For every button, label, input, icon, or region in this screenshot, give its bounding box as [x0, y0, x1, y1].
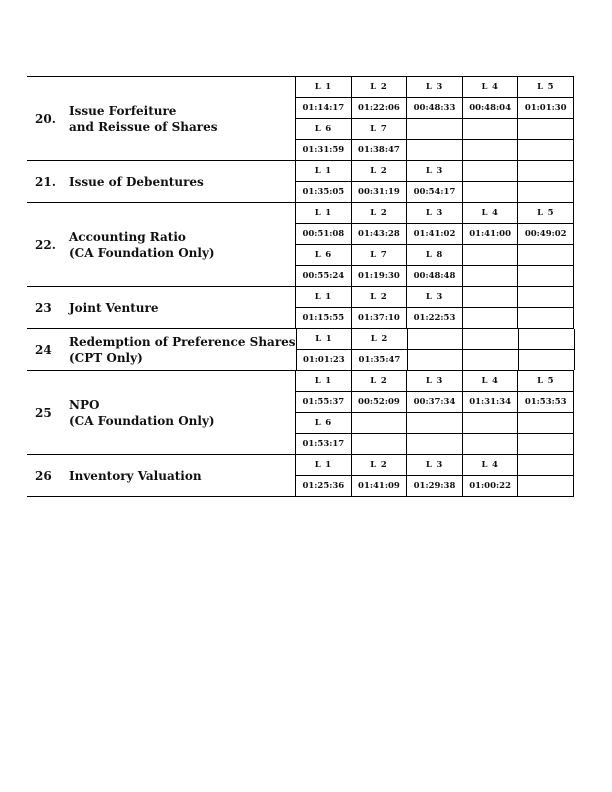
topic-title-line: Issue of Debentures — [69, 174, 204, 189]
lecture-duration-cell — [463, 266, 519, 286]
lecture-duration-cell: 00:55:24 — [296, 266, 352, 286]
lecture-label-cell: L 6 — [296, 119, 352, 139]
lecture-grid — [295, 287, 574, 328]
lecture-duration-cell: 00:48:04 — [463, 98, 519, 118]
lecture-duration-cell — [519, 350, 575, 370]
topic-title-line: (CPT Only) — [69, 350, 143, 365]
topic-number: 23 — [35, 300, 52, 315]
lecture-duration-row — [296, 139, 574, 160]
topic-number: 21. — [35, 174, 56, 189]
lecture-label-cell — [463, 161, 519, 181]
lecture-label-cell: L 3 — [407, 203, 463, 223]
lecture-duration-cell: 01:15:55 — [296, 308, 352, 328]
lecture-grid — [295, 455, 574, 496]
lecture-label-row — [296, 244, 574, 265]
lecture-label-cell: L 2 — [352, 455, 408, 475]
topic-number: 22. — [35, 237, 56, 252]
lecture-label-cell — [518, 455, 574, 475]
lecture-label-cell: L 4 — [463, 371, 519, 391]
lecture-duration-table — [27, 76, 574, 497]
lecture-duration-cell — [463, 140, 519, 160]
topic-header — [27, 287, 295, 328]
topic-header — [27, 203, 295, 286]
lecture-label-cell — [463, 329, 519, 349]
lecture-label-cell: L 2 — [352, 329, 408, 349]
topic-section — [27, 76, 574, 160]
lecture-duration-row — [296, 307, 574, 328]
lecture-duration-cell: 01:22:53 — [407, 308, 463, 328]
topic-title — [69, 103, 218, 135]
lecture-label-row — [296, 203, 574, 223]
lecture-label-cell: L 3 — [407, 77, 463, 97]
lecture-label-cell — [518, 413, 574, 433]
lecture-label-cell — [407, 413, 463, 433]
lecture-label-cell: L 1 — [296, 203, 352, 223]
topic-section — [27, 160, 574, 202]
lecture-label-cell: L 1 — [296, 161, 352, 181]
topic-number: 26 — [35, 468, 52, 483]
lecture-duration-cell — [407, 140, 463, 160]
lecture-duration-cell — [463, 434, 519, 454]
lecture-label-cell: L 1 — [296, 371, 352, 391]
lecture-label-row — [296, 412, 574, 433]
lecture-duration-cell: 01:29:38 — [407, 476, 463, 496]
lecture-duration-cell: 01:19:30 — [352, 266, 408, 286]
lecture-duration-cell — [463, 308, 519, 328]
topic-section — [27, 328, 574, 370]
lecture-duration-cell: 01:01:23 — [297, 350, 353, 370]
topic-header — [27, 329, 296, 370]
lecture-duration-row — [297, 349, 575, 370]
lecture-grid — [295, 161, 574, 202]
topic-title-line: Accounting Ratio — [69, 229, 186, 244]
lecture-label-cell: L 6 — [296, 413, 352, 433]
lecture-label-cell — [518, 161, 574, 181]
lecture-duration-cell — [408, 350, 464, 370]
lecture-label-row — [296, 161, 574, 181]
lecture-label-cell: L 2 — [352, 77, 408, 97]
topic-title — [69, 468, 202, 484]
lecture-duration-cell: 00:31:19 — [352, 182, 408, 202]
lecture-duration-cell: 01:41:09 — [352, 476, 408, 496]
topic-section — [27, 286, 574, 328]
topic-title — [69, 229, 215, 261]
lecture-duration-cell: 00:51:08 — [296, 224, 352, 244]
lecture-duration-cell: 01:53:17 — [296, 434, 352, 454]
lecture-label-cell — [408, 329, 464, 349]
topic-title-line: (CA Foundation Only) — [69, 245, 215, 260]
lecture-label-cell: L 4 — [463, 455, 519, 475]
lecture-label-cell: L 3 — [407, 287, 463, 307]
lecture-duration-cell — [407, 434, 463, 454]
lecture-label-cell: L 5 — [518, 77, 574, 97]
lecture-label-cell: L 2 — [352, 287, 408, 307]
topic-number: 25 — [35, 405, 52, 420]
lecture-duration-cell: 01:14:17 — [296, 98, 352, 118]
lecture-label-cell — [463, 287, 519, 307]
lecture-duration-cell: 01:01:30 — [518, 98, 574, 118]
lecture-label-cell: L 8 — [407, 245, 463, 265]
lecture-duration-row — [296, 223, 574, 244]
lecture-duration-cell — [518, 434, 574, 454]
lecture-label-cell: L 3 — [407, 455, 463, 475]
lecture-label-cell — [407, 119, 463, 139]
lecture-duration-cell: 00:48:48 — [407, 266, 463, 286]
topic-number: 24 — [35, 342, 52, 357]
lecture-duration-cell: 01:31:34 — [463, 392, 519, 412]
topic-title-line: Redemption of Preference Shares — [69, 334, 296, 349]
lecture-duration-cell: 01:53:53 — [518, 392, 574, 412]
topic-title — [69, 300, 158, 316]
lecture-label-row — [296, 287, 574, 307]
topic-title-line: NPO — [69, 397, 100, 412]
lecture-label-cell — [463, 413, 519, 433]
topic-number: 20. — [35, 111, 56, 126]
lecture-duration-cell: 01:37:10 — [352, 308, 408, 328]
lecture-duration-cell — [518, 476, 574, 496]
lecture-duration-row — [296, 265, 574, 286]
topic-header — [27, 455, 295, 496]
lecture-duration-cell — [518, 308, 574, 328]
lecture-duration-cell — [463, 350, 519, 370]
lecture-duration-cell: 01:43:28 — [352, 224, 408, 244]
lecture-label-cell: L 4 — [463, 203, 519, 223]
lecture-grid — [296, 329, 575, 370]
lecture-label-cell: L 2 — [352, 203, 408, 223]
lecture-duration-cell: 00:49:02 — [518, 224, 574, 244]
lecture-duration-cell: 01:35:47 — [352, 350, 408, 370]
lecture-label-cell: L 7 — [352, 245, 408, 265]
lecture-duration-cell: 01:00:22 — [463, 476, 519, 496]
lecture-label-cell — [352, 413, 408, 433]
lecture-label-cell — [518, 245, 574, 265]
topic-title — [69, 397, 215, 429]
lecture-duration-cell: 01:41:00 — [463, 224, 519, 244]
lecture-label-cell: L 2 — [352, 161, 408, 181]
lecture-duration-cell: 01:25:36 — [296, 476, 352, 496]
lecture-duration-cell — [518, 140, 574, 160]
lecture-label-cell — [463, 119, 519, 139]
topic-title-line: (CA Foundation Only) — [69, 413, 215, 428]
lecture-label-row — [296, 455, 574, 475]
lecture-label-cell: L 3 — [407, 371, 463, 391]
lecture-label-row — [296, 371, 574, 391]
topic-section — [27, 202, 574, 286]
lecture-duration-row — [296, 391, 574, 412]
topic-title-line: Joint Venture — [69, 300, 159, 315]
lecture-label-cell: L 1 — [296, 455, 352, 475]
lecture-label-cell — [518, 287, 574, 307]
topic-title-line: Inventory Valuation — [69, 468, 202, 483]
lecture-label-cell: L 5 — [518, 203, 574, 223]
lecture-label-cell: L 3 — [407, 161, 463, 181]
lecture-duration-cell — [463, 182, 519, 202]
lecture-label-cell: L 1 — [297, 329, 353, 349]
lecture-duration-cell: 00:52:09 — [352, 392, 408, 412]
lecture-duration-cell — [518, 182, 574, 202]
lecture-duration-cell — [352, 434, 408, 454]
lecture-duration-cell: 00:54:17 — [407, 182, 463, 202]
topic-title — [69, 334, 296, 366]
lecture-duration-cell: 01:38:47 — [352, 140, 408, 160]
lecture-duration-row — [296, 433, 574, 454]
topic-header — [27, 371, 295, 454]
lecture-grid — [295, 203, 574, 286]
lecture-label-cell — [463, 245, 519, 265]
topic-section — [27, 370, 574, 454]
topic-header — [27, 161, 295, 202]
lecture-duration-cell: 00:48:33 — [407, 98, 463, 118]
lecture-label-row — [297, 329, 575, 349]
topic-title — [69, 174, 204, 190]
lecture-duration-cell: 01:35:05 — [296, 182, 352, 202]
lecture-duration-cell: 01:22:06 — [352, 98, 408, 118]
lecture-label-cell — [518, 119, 574, 139]
lecture-label-cell: L 5 — [518, 371, 574, 391]
lecture-label-cell: L 6 — [296, 245, 352, 265]
lecture-duration-cell: 01:41:02 — [407, 224, 463, 244]
lecture-label-cell: L 2 — [352, 371, 408, 391]
lecture-label-row — [296, 118, 574, 139]
lecture-label-row — [296, 77, 574, 97]
lecture-duration-row — [296, 181, 574, 202]
topic-section — [27, 454, 574, 497]
lecture-label-cell: L 7 — [352, 119, 408, 139]
lecture-duration-cell: 01:31:59 — [296, 140, 352, 160]
topic-header — [27, 77, 295, 160]
lecture-duration-cell: 01:55:37 — [296, 392, 352, 412]
lecture-grid — [295, 371, 574, 454]
lecture-duration-row — [296, 475, 574, 496]
lecture-label-cell: L 1 — [296, 287, 352, 307]
topic-title-line: Issue Forfeiture — [69, 103, 177, 118]
lecture-grid — [295, 77, 574, 160]
topic-title-line: and Reissue of Shares — [69, 119, 218, 134]
lecture-label-cell: L 4 — [463, 77, 519, 97]
lecture-duration-cell — [518, 266, 574, 286]
lecture-label-cell: L 1 — [296, 77, 352, 97]
lecture-duration-cell: 00:37:34 — [407, 392, 463, 412]
lecture-label-cell — [519, 329, 575, 349]
lecture-duration-row — [296, 97, 574, 118]
